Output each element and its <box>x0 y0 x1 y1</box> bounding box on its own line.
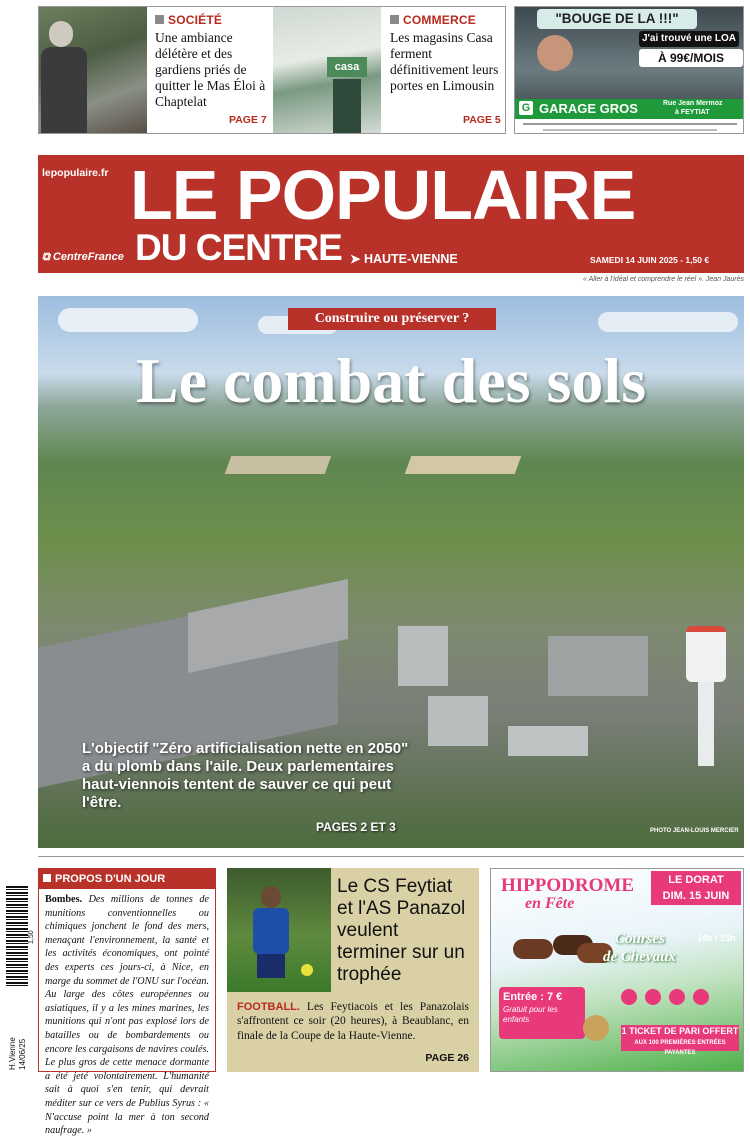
propos-header: PROPOS D'UN JOUR <box>39 869 215 889</box>
hippo-ticket-box <box>621 1025 739 1056</box>
ad-address-line2: à FEYTIAT <box>675 109 710 116</box>
date-price: SAMEDI 14 JUIN 2025 - 1,50 € <box>590 255 710 265</box>
square-icon <box>43 874 51 882</box>
casa-sign: casa <box>327 57 367 77</box>
hippo-title: HIPPODROME <box>501 875 634 896</box>
ad-brand: GARAGE GROS <box>539 101 638 116</box>
propos-text: Des millions de tonnes de munitions conventionnelles ou chimiques jonchent le fond des mers, menaçant l'environnement, la santé et les activités économiques, ont pointé des experts ces jours-ci, à Nice, en marge du sommet de l'ONU sur l'océan. Au large des côtes européennes ou asiatiques, il y a les mines marines, les munitions qui n'ont pas explosé lors de batailles ou de bombardements ou encore les cargaisons de navires coulés. Le plus gros de cette menace dormante a été jeté volontairement. L'humanité sait à quoi s'en tenir, qui devrait méditer sur ce vers de Publius Syrus : « N'accuse point la mer à ton second naufrage. » <box>45 894 209 1137</box>
horse <box>513 939 553 959</box>
hippo-race1: Courses <box>615 931 666 947</box>
hippo-hours: 14h / 15h <box>697 933 736 943</box>
sport-headline-box[interactable] <box>331 868 479 992</box>
sport-page: PAGE 26 <box>425 1052 469 1064</box>
teaser-rubric: COMMERCE <box>390 13 502 27</box>
garage-logo-icon: G <box>519 101 533 115</box>
ad-legal-strip <box>515 119 744 133</box>
ad-offer-line1: J'ai trouvé une LOA <box>639 31 739 47</box>
sport-body: FOOTBALL. Les Feytiacois et les Panazolais s'affrontent ce soir (20 heures), à Beaublanc, en finale de la Coupe de la Haute-Vienne. <box>237 1001 469 1042</box>
field <box>405 456 522 474</box>
hero-title: Le combat des sols <box>135 345 647 416</box>
teaser-page: PAGE 7 <box>229 114 267 126</box>
teaser-photo-chaptelat[interactable] <box>39 7 147 133</box>
arrow-right-icon: ➤ <box>350 252 361 266</box>
sport-photo[interactable] <box>227 868 331 992</box>
cloud <box>58 308 198 332</box>
hippo-race2: de Chevaux <box>603 949 676 965</box>
ad-slogan: "BOUGE DE LA !!!" <box>537 9 697 29</box>
activity-icon <box>693 989 709 1005</box>
building <box>428 696 488 746</box>
sport-body-box <box>227 992 479 1072</box>
building <box>548 636 648 696</box>
teaser-societe[interactable] <box>155 13 273 110</box>
ad-brand-bar <box>515 99 744 119</box>
activity-icon <box>669 989 685 1005</box>
hippodrome-ad[interactable] <box>490 868 744 1072</box>
propos-box <box>38 868 216 1137</box>
sport-rubric: FOOTBALL. <box>237 1001 300 1013</box>
hippo-place: LE DORAT <box>668 874 724 886</box>
horses-illustration <box>507 925 617 975</box>
hero-photo[interactable] <box>38 296 744 848</box>
hippo-date: DIM. 15 JUIN <box>662 890 730 902</box>
motto: « Aller à l'idéal et comprendre le réel ». Jean Jaurès <box>583 276 744 283</box>
activity-icon <box>621 989 637 1005</box>
activity-icon <box>645 989 661 1005</box>
propos-lead: Bombes. <box>45 894 83 905</box>
barcode <box>6 886 36 1072</box>
propos-body <box>39 889 215 1142</box>
club-logo-icon <box>583 1015 609 1041</box>
teaser-commerce[interactable] <box>390 13 502 94</box>
group-logo: ⧉ CentreFrance <box>42 251 124 263</box>
photo-credit: PHOTO JEAN-LOUIS MERCIER <box>650 828 739 834</box>
teaser-rubric: SOCIÉTÉ <box>155 13 273 27</box>
edition-label: ➤ HAUTE-VIENNE <box>350 252 458 266</box>
person-head <box>49 21 73 47</box>
garage-ad[interactable] <box>514 6 744 134</box>
hero-deck: L'objectif "Zéro artificialisation nette en 2050" a du plomb dans l'aile. Deux parlementaires haut-viennois tentent de sauver ce qui peut l'être. <box>82 740 409 811</box>
building <box>398 626 448 686</box>
hippo-entry: Entrée : 7 € <box>503 991 563 1003</box>
centre-france-icon: ⧉ <box>42 251 50 263</box>
ad-offer-line2: À 99€/MOIS <box>639 49 743 67</box>
player-shorts <box>257 954 285 978</box>
hippo-date-box <box>651 871 741 905</box>
person-body <box>41 47 87 133</box>
water-tower-shaft <box>698 676 714 766</box>
sport-headline: Le CS Feytiat et l'AS Panazol veulent terminer sur un trophée <box>337 876 466 985</box>
teaser-text: Les magasins Casa ferment définitivement leurs portes en Limousin <box>390 30 499 93</box>
barcode-edition: H.Vienne <box>8 1037 17 1070</box>
teaser-page: PAGE 5 <box>463 114 501 126</box>
divider <box>38 856 744 857</box>
store-door <box>333 79 361 133</box>
hero-kicker: Construire ou préserver ? <box>288 308 496 330</box>
teaser-photo-casa[interactable] <box>273 7 381 133</box>
player-head <box>261 886 281 908</box>
hippo-icons <box>621 989 735 1011</box>
hippo-entry-box <box>499 987 585 1039</box>
top-teasers <box>38 6 506 134</box>
hippo-ticket2: AUX 100 PREMIÈRES ENTRÉES PAYANTES <box>634 1040 726 1056</box>
site-url[interactable]: lepopulaire.fr <box>42 167 109 179</box>
hippo-ticket1: 1 TICKET DE PARI OFFERT <box>621 1026 739 1036</box>
masthead-title: LE POPULAIRE <box>130 156 636 234</box>
barcode-code: 1,50 <box>28 930 35 944</box>
barcode-date: 14/06/25 <box>18 1038 27 1070</box>
building <box>508 726 588 756</box>
masthead-subtitle: DU CENTRE <box>135 227 342 268</box>
field <box>225 456 332 474</box>
ball <box>301 964 313 976</box>
cloud <box>598 312 738 332</box>
hippo-entry-note: Gratuit pour les enfants <box>503 1005 558 1024</box>
driver-face <box>537 35 573 71</box>
barcode-bars <box>6 886 28 986</box>
hero-pages[interactable]: PAGES 2 ET 3 <box>316 820 396 834</box>
masthead <box>38 155 744 273</box>
teaser-text: Une ambiance délétère et des gardiens priés de quitter le Mas Éloi à Chaptelat <box>155 30 266 109</box>
player-jersey <box>253 908 289 954</box>
water-tower-top <box>686 626 726 682</box>
hippo-subtitle: en Fête <box>525 895 575 912</box>
ad-address-line1: Rue Jean Mermoz <box>663 100 723 107</box>
